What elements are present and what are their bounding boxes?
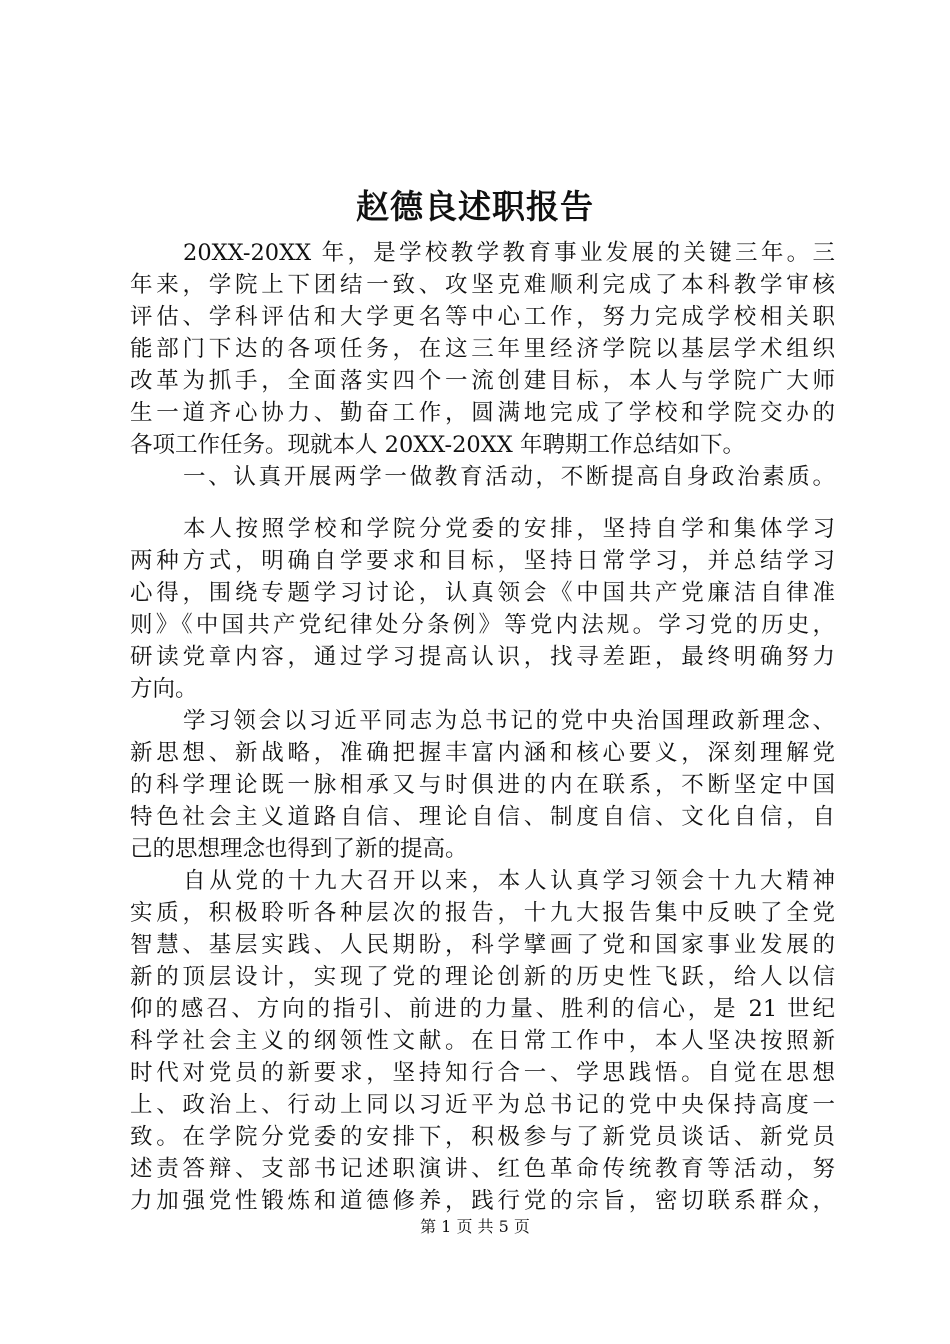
body-line: 本人按照学校和学院分党委的安排，坚持自学和集体学习 xyxy=(183,516,835,542)
body-line: 己的思想理念也得到了新的提高。 xyxy=(130,836,468,862)
body-line: 自从党的十九大召开以来，本人认真学习领会十九大精神 xyxy=(183,868,835,894)
body-line: 心得，围绕专题学习讨论，认真领会《中国共产党廉洁自律准 xyxy=(130,580,835,606)
body-line: 学习领会以习近平同志为总书记的党中央治国理政新理念、 xyxy=(183,708,835,734)
body-line: 智慧、基层实践、人民期盼，科学擘画了党和国家事业发展的 xyxy=(130,932,835,958)
page-footer: 第 1 页 共 5 页 xyxy=(420,1217,530,1236)
body-line: 时代对党员的新要求，坚持知行合一、学思践悟。自觉在思想 xyxy=(130,1060,835,1086)
body-line: 实质，积极聆听各种层次的报告，十九大报告集中反映了全党 xyxy=(130,900,835,926)
body-line: 力加强党性锻炼和道德修养，践行党的宗旨，密切联系群众， xyxy=(130,1188,835,1214)
body-line: 改革为抓手，全面落实四个一流创建目标，本人与学院广大师 xyxy=(130,368,835,394)
body-line: 方向。 xyxy=(130,676,198,702)
body-line: 两种方式，明确自学要求和目标，坚持日常学习，并总结学习 xyxy=(130,548,835,574)
body-line: 述责答辩、支部书记述职演讲、红色革命传统教育等活动，努 xyxy=(130,1156,835,1182)
body-line: 能部门下达的各项任务，在这三年里经济学院以基层学术组织 xyxy=(130,336,835,362)
body-line: 特色社会主义道路自信、理论自信、制度自信、文化自信，自 xyxy=(130,804,835,830)
body-line: 科学社会主义的纲领性文献。在日常工作中，本人坚决按照新 xyxy=(130,1028,835,1054)
body-line: 新思想、新战略，准确把握丰富内涵和核心要义，深刻理解党 xyxy=(130,740,835,766)
body-line: 各项工作任务。现就本人 20XX-20XX 年聘期工作总结如下。 xyxy=(130,432,745,458)
body-line: 的科学理论既一脉相承又与时俱进的内在联系，不断坚定中国 xyxy=(130,772,835,798)
body-line: 上、政治上、行动上同以习近平为总书记的党中央保持高度一 xyxy=(130,1092,835,1118)
body-line: 生一道齐心协力、勤奋工作，圆满地完成了学校和学院交办的 xyxy=(130,400,835,426)
body-line: 研读党章内容，通过学习提高认识，找寻差距，最终明确努力 xyxy=(130,644,835,670)
body-line: 则》《中国共产党纪律处分条例》等党内法规。学习党的历史， xyxy=(130,612,835,638)
document-title: 赵德良述职报告 xyxy=(356,187,594,226)
body-line: 致。在学院分党委的安排下，积极参与了新党员谈话、新党员 xyxy=(130,1124,835,1150)
body-line: 仰的感召、方向的指引、前进的力量、胜利的信心，是 21 世纪 xyxy=(130,996,835,1022)
section-heading: 一、认真开展两学一做教育活动，不断提高自身政治素质。 xyxy=(183,464,835,490)
body-line: 新的顶层设计，实现了党的理论创新的历史性飞跃，给人以信 xyxy=(130,964,835,990)
body-line: 评估、学科评估和大学更名等中心工作，努力完成学校相关职 xyxy=(130,304,835,330)
body-line: 年来，学院上下团结一致、攻坚克难顺利完成了本科教学审核 xyxy=(130,272,835,298)
body-line: 20XX-20XX 年，是学校教学教育事业发展的关键三年。三 xyxy=(183,240,835,266)
